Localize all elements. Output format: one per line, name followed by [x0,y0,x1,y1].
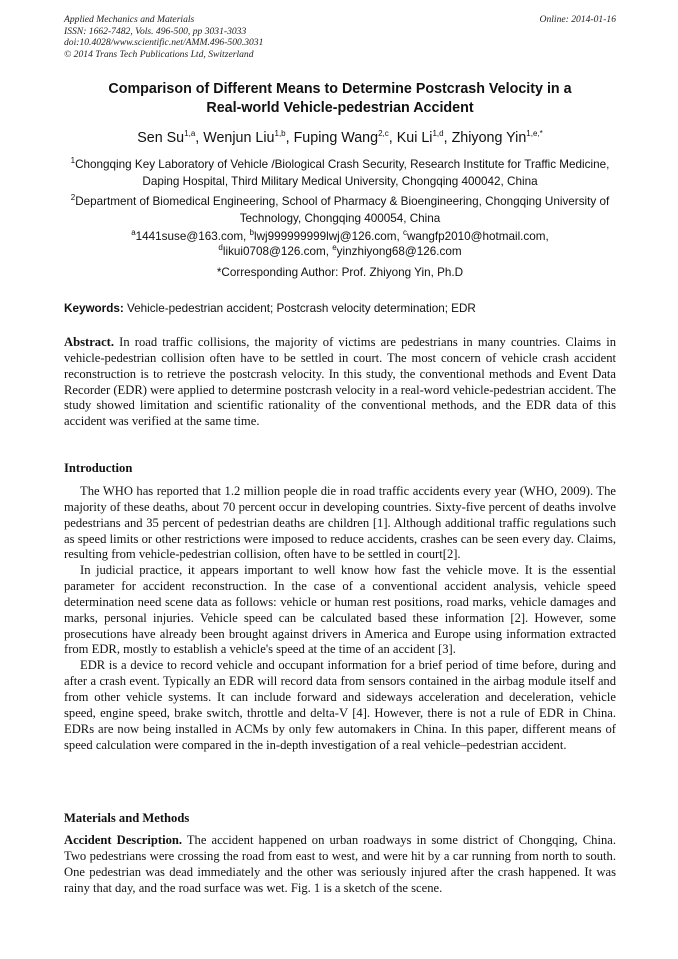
subsection-text: The accident happened on urban roadways in some district of Chongqing, China. Two pedestrians were crossing the road from east to west, and were hit by a car running from north to south. One pedestrian was dead immediately and the other was seriously injured after the crash happened. It was rainy that day, and the road surface was wet. Fig. 1 is a sketch of the scene. [64,833,616,895]
paragraph: In judicial practice, it appears important to well know how fast the vehicle move. It is the essential parameter for accident reconstruction. In the case of a conventional accident analysis, vehicle speed determination need scene data as follows: vehicle or human rest positions, road marks, vehicle damages and marks, personal injuries. Vehicle speed can be calculated based these information [2]. However, some prosecutions have already been brought against drivers in America and Europe using information extracted from EDR, mostly to establish a vehicle's speed at the time of an accident [3]. [64,563,616,657]
author-affiliation-mark: 1,a [184,129,196,139]
corresponding-author: *Corresponding Author: Prof. Zhiyong Yin, Ph.D [216,266,464,279]
affiliation-text: Chongqing Key Laboratory of Vehicle /Biological Crash Security, Research Institute for Traffic Medicine, Daping Hospital, Third Military Medical University, Chongqing 400042, China [75,158,610,188]
author-affiliation-mark: 1,e,* [526,129,543,139]
journal-name: Applied Mechanics and Materials [64,14,195,25]
copyright-line: © 2014 Trans Tech Publications Ltd, Switzerland [64,48,254,60]
email-address: likui0708@126.com, [222,245,333,258]
author-affiliation-mark: 1,b [274,129,286,139]
keywords-text: Vehicle-pedestrian accident; Postcrash velocity determination; EDR [123,302,476,315]
keywords-label: Keywords: [64,302,124,315]
email-address: yinzhiyong68@126.com [336,245,462,258]
doi-line: doi:10.4028/www.scientific.net/AMM.496-500.3031 [64,37,264,48]
author-list [64,129,616,148]
journal-header [64,14,616,60]
author-name: Wenjun Liu [203,130,275,146]
author-separator: , [195,130,204,146]
author-separator: , [285,130,294,146]
paper-title [64,80,616,118]
email-mark: c [402,228,407,238]
author-affiliation-mark: 1,d [432,129,444,139]
materials-methods-heading: Materials and Methods [64,811,190,825]
affiliation-mark: 2 [70,193,76,203]
author-name: Zhiyong Yin [451,130,527,146]
online-date: Online: 2014-01-16 [539,14,616,25]
email-mark: a [131,228,136,238]
title-line-2: Real-world Vehicle-pedestrian Accident [206,100,474,116]
affiliation-mark: 1 [70,156,76,166]
introduction-heading: Introduction [64,461,133,475]
issn-line: ISSN: 1662-7482, Vols. 496-500, pp 3031-3033 [64,25,247,37]
email-mark: e [332,243,337,253]
email-address: wangfp2010@hotmail.com, [406,230,549,243]
author-name: Sen Su [137,130,185,146]
abstract [64,335,616,430]
affiliation-text: Department of Biomedical Engineering, School of Pharmacy & Bioengineering, Chongqing University of Technology, Chongqing 400054, China [75,195,610,225]
email-address: lwj999999999lwj@126.com, [254,230,403,243]
author-separator: , [443,130,452,146]
author-name: Fuping Wang [293,130,379,146]
paragraph: The WHO has reported that 1.2 million people die in road traffic accidents every year (WHO, 2009). The majority of these deaths, about 70 percent occur in developing countries. Sixty-five percent of deaths involve pedestrians and 35 percent of pedestrian deaths are children [1]. Although additional traffic regulations such as speed limits or other restrictions were imposed to reduce accidents, crashes can be seen every day. Claims, resulting from vehicle-pedestrian collision, often have to be settled in court[2]. [64,484,616,562]
author-name: Kui Li [396,130,433,146]
introduction-body [64,484,616,753]
abstract-text: In road traffic collisions, the majority of victims are pedestrians in many countries. Claims in vehicle-pedestrian collision often have to be settled in court. The most concern of vehicle crash accident reconstruction is to retrieve the postcrash velocity. In this study, the conventional methods and Event Data Recorder (EDR) were applied to determine postcrash velocity in a real-word vehicle-pedestrian accident. The study showed limitation and scientific rationality of the conventional methods, and the EDR data of this accident was verified at the same time. [64,335,616,429]
affiliation-2 [64,194,616,227]
email-address: 1441suse@163.com, [135,230,250,243]
author-emails [64,229,616,259]
author-affiliation-mark: 2,c [378,129,389,139]
paragraph: EDR is a device to record vehicle and occupant information for a brief period of time before, during and after a crash event. Typically an EDR will record data from sensors contained in the airbag module itself and from other vehicle systems. It can include forward and sideways acceleration and deceleration, vehicle speed, engine speed, brake switch, throttle and delta-V [4]. However, there is not a rule of EDR in China. EDRs are now being installed in ACMs by only few automakers in China. In this paper, different means of speed calculation were compared in the in-depth investigation of a real vehicle–pedestrian accident. [64,658,616,752]
keywords [64,301,616,316]
paragraph [64,833,616,896]
abstract-label: Abstract. [64,335,115,349]
subsection-label: Accident Description. [64,833,183,847]
author-separator: , [388,130,397,146]
materials-methods-body [64,833,616,896]
email-mark: b [249,228,254,238]
affiliation-1 [64,157,616,190]
title-line-1: Comparison of Different Means to Determine Postcrash Velocity in a [108,81,572,97]
email-mark: d [218,243,223,253]
